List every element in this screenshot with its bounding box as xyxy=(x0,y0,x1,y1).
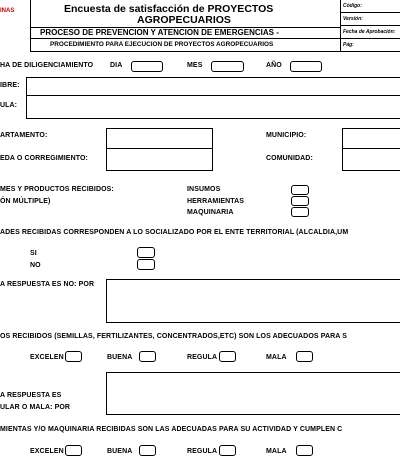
process-name: PROCESO DE PREVENCION Y ATENCION DE EMERGENCIAS - xyxy=(40,28,279,37)
month-label: MES xyxy=(187,62,203,69)
supplies-rating-good-label: BUENA xyxy=(107,354,133,361)
supplies-rating-excellent-checkbox[interactable] xyxy=(65,351,82,362)
socialized-question: ADES RECIBIDAS CORRESPONDEN A LO SOCIALIZADO POR EL ENTE TERRITORIAL (ALCALDIA,UM xyxy=(0,229,349,236)
month-input[interactable] xyxy=(211,61,244,72)
day-input[interactable] xyxy=(131,61,163,72)
version-label: Versión: xyxy=(343,16,363,22)
municipality-input[interactable] xyxy=(342,128,400,149)
day-label: DIA xyxy=(110,62,123,69)
department-input[interactable] xyxy=(106,128,213,149)
supplies-rating-regular-label: REGULA xyxy=(187,354,218,361)
tools-rating-excellent-checkbox[interactable] xyxy=(65,445,82,456)
year-input[interactable] xyxy=(290,61,322,72)
tools-question: MIENTAS Y/O MAQUINARIA RECIBIDAS SON LAS ADECUADAS PARA SU ACTIVIDAD Y CUMPLEN C xyxy=(0,426,343,433)
machinery-option-label: MAQUINARIA xyxy=(187,209,234,216)
form-title-line2: AGROPECUARIOS xyxy=(137,14,231,26)
village-input[interactable] xyxy=(106,148,213,171)
tools-rating-regular-checkbox[interactable] xyxy=(219,445,236,456)
socialized-why-label: A RESPUESTA ES NO: POR xyxy=(0,281,95,288)
items-question-line2: ÓN MÚLTIPLE) xyxy=(0,198,51,205)
id-input[interactable] xyxy=(26,95,400,119)
socialized-why-input[interactable] xyxy=(106,279,400,323)
supplies-why-line2: ULAR O MALA: POR xyxy=(0,404,71,411)
tools-rating-bad-checkbox[interactable] xyxy=(296,445,313,456)
fecha-aprobacion-label: Fecha de Aprobación: xyxy=(343,29,396,35)
codigo-label: Código: xyxy=(343,3,362,9)
community-input[interactable] xyxy=(342,148,400,171)
date-label: HA DE DILIGENCIAMIENTO xyxy=(0,62,94,69)
tools-option-label: HERRAMIENTAS xyxy=(187,198,245,205)
yes-label: SI xyxy=(30,250,37,257)
brand-mark: INAS xyxy=(0,8,15,14)
tools-rating-excellent-label: EXCELEN xyxy=(30,448,64,455)
tools-rating-bad-label: MALA xyxy=(266,448,287,455)
supplies-why-input[interactable] xyxy=(106,372,400,415)
supplies-rating-bad-label: MALA xyxy=(266,354,287,361)
department-label: ARTAMENTO: xyxy=(0,132,48,139)
community-label: COMUNIDAD: xyxy=(266,155,313,162)
year-label: AÑO xyxy=(266,62,282,69)
supplies-rating-regular-checkbox[interactable] xyxy=(219,351,236,362)
tools-checkbox[interactable] xyxy=(291,196,309,206)
municipality-label: MUNICIPIO: xyxy=(266,132,307,139)
machinery-checkbox[interactable] xyxy=(291,207,309,217)
name-input[interactable] xyxy=(26,77,400,96)
tools-rating-good-label: BUENA xyxy=(107,448,133,455)
procedure-name: PROCEDIMIENTO PARA EJECUCION DE PROYECTOS AGROPECUARIOS xyxy=(50,41,274,48)
tools-rating-regular-label: REGULA xyxy=(187,448,218,455)
form-title-line1: Encuesta de satisfacción de PROYECTOS xyxy=(64,3,274,15)
items-question-line1: MES Y PRODUCTOS RECIBIDOS: xyxy=(0,186,114,193)
supplies-option-label: INSUMOS xyxy=(187,186,221,193)
tools-rating-good-checkbox[interactable] xyxy=(139,445,156,456)
supplies-rating-good-checkbox[interactable] xyxy=(139,351,156,362)
name-label: IBRE: xyxy=(0,82,20,89)
village-label: EDA O CORREGIMIENTO: xyxy=(0,155,88,162)
pag-label: Pág: xyxy=(343,42,354,48)
no-checkbox[interactable] xyxy=(137,259,155,270)
id-label: ULA: xyxy=(0,102,18,109)
supplies-rating-excellent-label: EXCELEN xyxy=(30,354,64,361)
no-label: NO xyxy=(30,262,41,269)
supplies-rating-bad-checkbox[interactable] xyxy=(296,351,313,362)
supplies-why-line1: A RESPUESTA ES xyxy=(0,392,62,399)
supplies-checkbox[interactable] xyxy=(291,185,309,195)
yes-checkbox[interactable] xyxy=(137,247,155,258)
supplies-question: OS RECIBIDOS (SEMILLAS, FERTILIZANTES, CONCENTRADOS,ETC) SON LOS ADECUADOS PARA S xyxy=(0,333,347,340)
